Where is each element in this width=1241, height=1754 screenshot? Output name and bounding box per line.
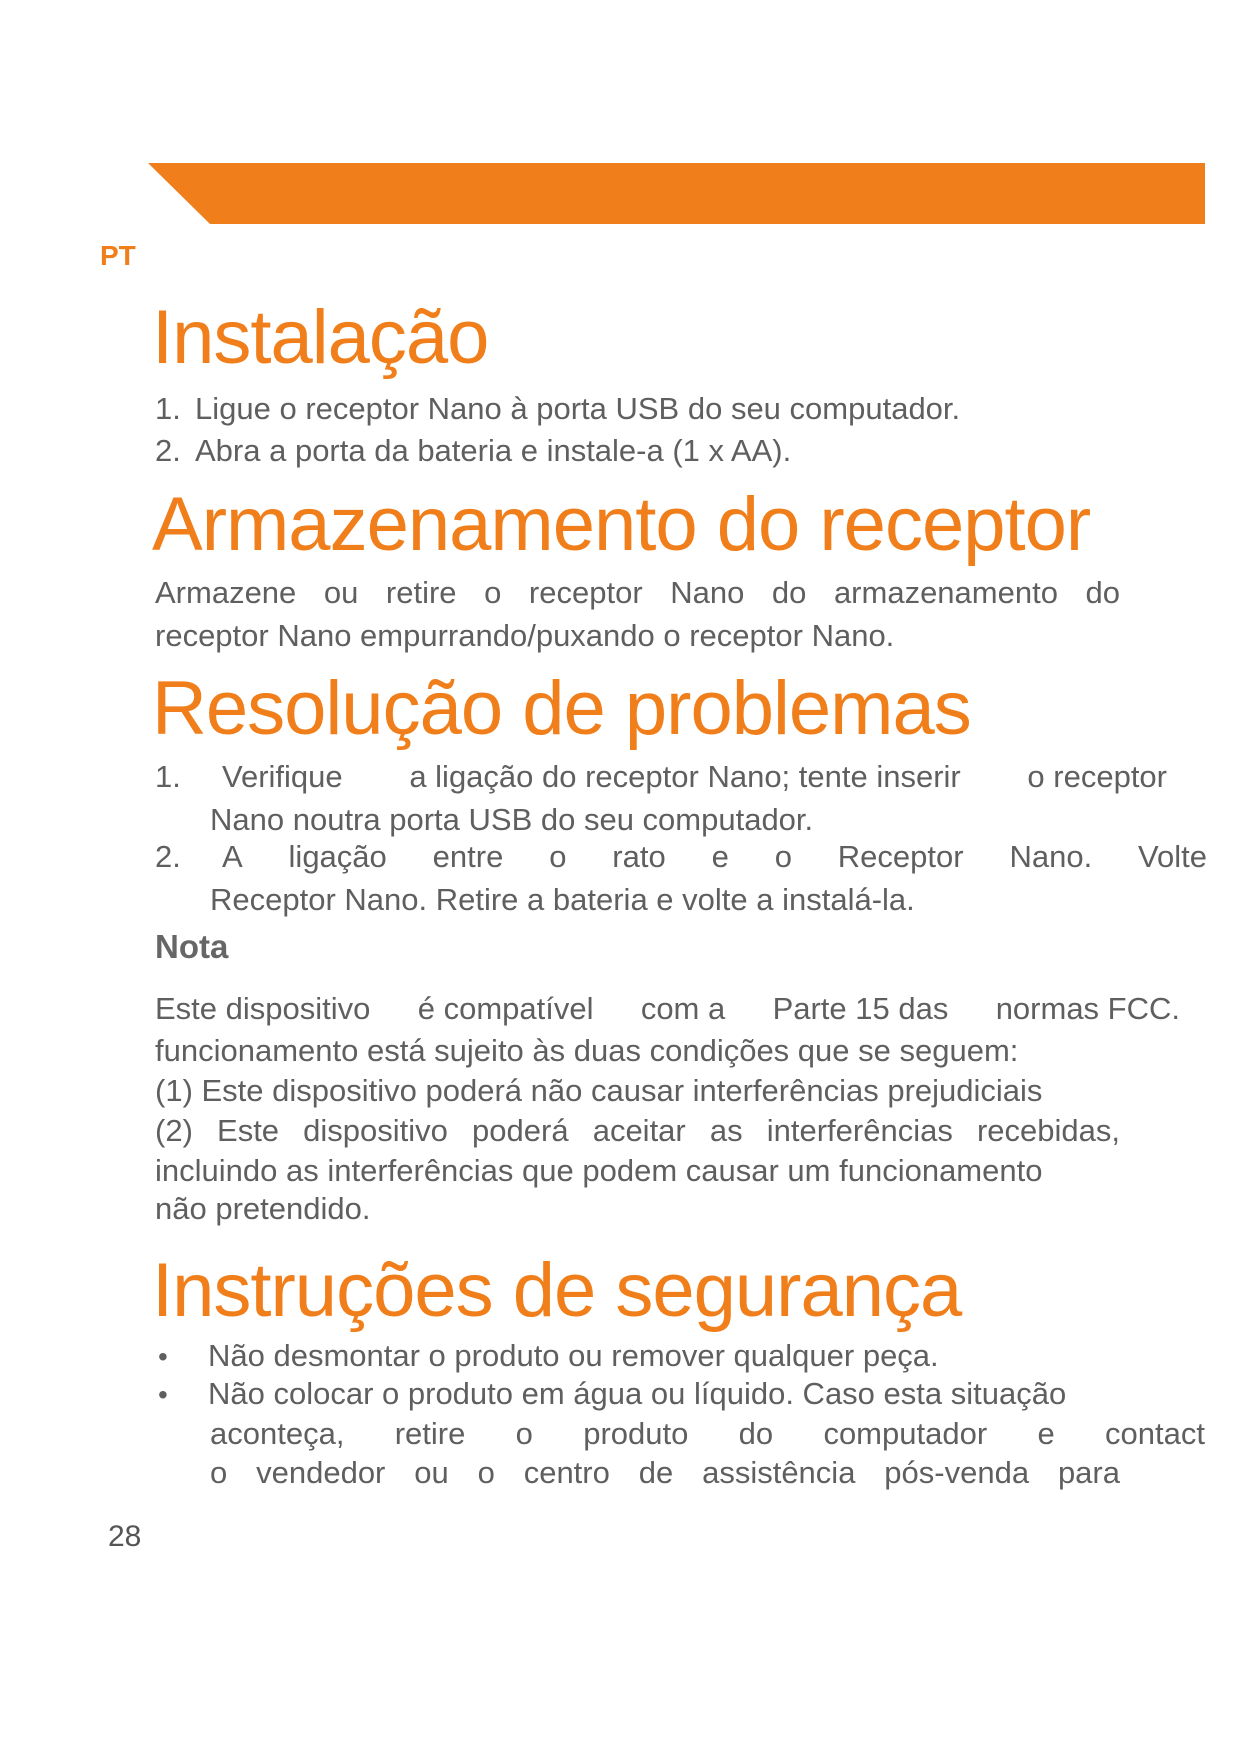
note-line-1: Este dispositivo é compatível com a Parte 15 das normas FCC. [155, 991, 1180, 1026]
safety-item-1: Não desmontar o produto ou remover qualquer peça. [208, 1338, 939, 1373]
language-label: PT [100, 240, 136, 271]
storage-paragraph-line-2: receptor Nano empurrando/puxando o receptor Nano. [155, 618, 895, 653]
trouble-item-2-line-1: A ligação entre o rato e o Receptor Nano. Volte [222, 839, 1207, 874]
troubleshooting-title: Resolução de problemas [152, 666, 971, 751]
note-line-2: funcionamento está sujeito às duas condições que se seguem: [155, 1033, 1019, 1068]
safety-item-2-line-3: o vendedor ou o centro de assistência pós-venda para [210, 1455, 1120, 1490]
storage-title: Armazenamento do receptor [152, 482, 1091, 567]
install-step-2-number: 2. [155, 433, 181, 468]
install-step-1-text: Ligue o receptor Nano à porta USB do seu computador. [195, 391, 961, 426]
install-step-1-number: 1. [155, 391, 181, 426]
safety-bullet-2: • [158, 1379, 168, 1410]
trouble-item-1-number: 1. [155, 759, 181, 794]
note-line-5: incluindo as interferências que podem causar um funcionamento [155, 1153, 1043, 1188]
trouble-item-1-line-2: Nano noutra porta USB do seu computador. [210, 802, 814, 837]
storage-paragraph-line-1: Armazene ou retire o receptor Nano do armazenamento do [155, 575, 1120, 610]
trouble-item-2-number: 2. [155, 839, 181, 874]
safety-item-2-line-1: Não colocar o produto em água ou líquido. Caso esta situação [208, 1376, 1067, 1411]
trouble-item-1-line-1: Verifique a ligação do receptor Nano; tente inserir o receptor [222, 759, 1167, 794]
safety-item-2-line-2: aconteça, retire o produto do computador e contact [210, 1416, 1205, 1451]
note-heading: Nota [155, 928, 229, 965]
trouble-item-2-line-2: Receptor Nano. Retire a bateria e volte a instalá-la. [210, 882, 915, 917]
install-step-2-text: Abra a porta da bateria e instale-a (1 x AA). [195, 433, 792, 468]
note-line-3: (1) Este dispositivo poderá não causar interferências prejudiciais [155, 1073, 1043, 1108]
page-number: 28 [108, 1520, 142, 1553]
safety-bullet-1: • [158, 1341, 168, 1372]
installation-title: Instalação [152, 295, 489, 380]
safety-title: Instruções de segurança [152, 1248, 962, 1333]
note-line-4: (2) Este dispositivo poderá aceitar as interferências recebidas, [155, 1113, 1120, 1148]
note-line-6: não pretendido. [155, 1191, 371, 1226]
